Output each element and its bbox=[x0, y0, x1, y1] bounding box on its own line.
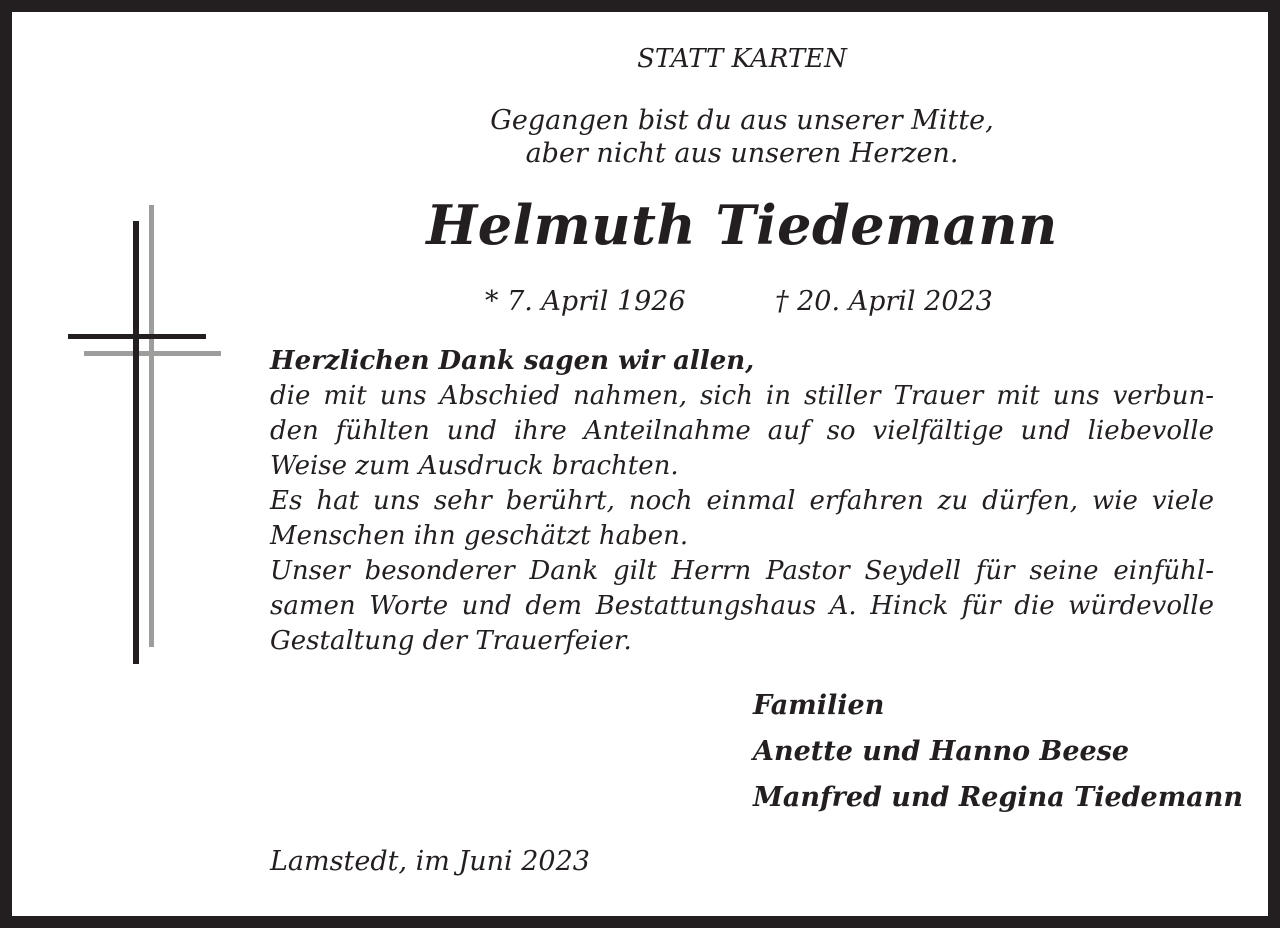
cross-grey-horizontal bbox=[84, 351, 221, 356]
signature-line: Manfred und Regina Tiedemann bbox=[753, 782, 1244, 813]
verse-line: Gegangen bist du aus unserer Mitte, bbox=[490, 105, 994, 136]
body-line: Gestaltung der Trauerfeier. bbox=[270, 626, 632, 656]
body-line: die mit uns Abschied nahmen, sich in stiller Trauer mit uns verbun- bbox=[270, 381, 1214, 411]
signature-line: Familien bbox=[753, 690, 885, 721]
body-line: den fühlten und ihre Anteilnahme auf so vielfältige und liebevolle bbox=[270, 416, 1214, 446]
body-line: samen Worte und dem Bestattungshaus A. Hinck für die würdevolle bbox=[270, 591, 1214, 621]
body-line: Es hat uns sehr berührt, noch einmal erfahren zu dürfen, wie viele bbox=[270, 486, 1214, 516]
birth-date: * 7. April 1926 bbox=[485, 286, 686, 317]
deceased-name: Helmuth Tiedemann bbox=[426, 193, 1058, 257]
cross-grey-vertical bbox=[149, 205, 154, 647]
body-line: Menschen ihn geschätzt haben. bbox=[270, 521, 689, 551]
body-line: Weise zum Ausdruck brachten. bbox=[270, 451, 679, 481]
memorial-verse bbox=[270, 104, 1214, 170]
death-date: † 20. April 2023 bbox=[775, 286, 993, 317]
notice-header: STATT KARTEN bbox=[637, 44, 847, 74]
body-line: Unser besonderer Dank gilt Herrn Pastor Seydell für seine einfühl- bbox=[270, 556, 1214, 586]
thanks-heading: Herzlichen Dank sagen wir allen, bbox=[270, 346, 755, 376]
cross-icon bbox=[0, 0, 260, 700]
verse-line: aber nicht aus unseren Herzen. bbox=[525, 138, 959, 169]
thanks-text bbox=[270, 344, 1214, 659]
cross-dark-vertical bbox=[133, 221, 139, 664]
signature-line: Anette und Hanno Beese bbox=[753, 736, 1130, 767]
cross-dark-horizontal bbox=[68, 334, 206, 339]
place-and-date: Lamstedt, im Juni 2023 bbox=[270, 846, 590, 877]
signature-block bbox=[753, 688, 1243, 826]
